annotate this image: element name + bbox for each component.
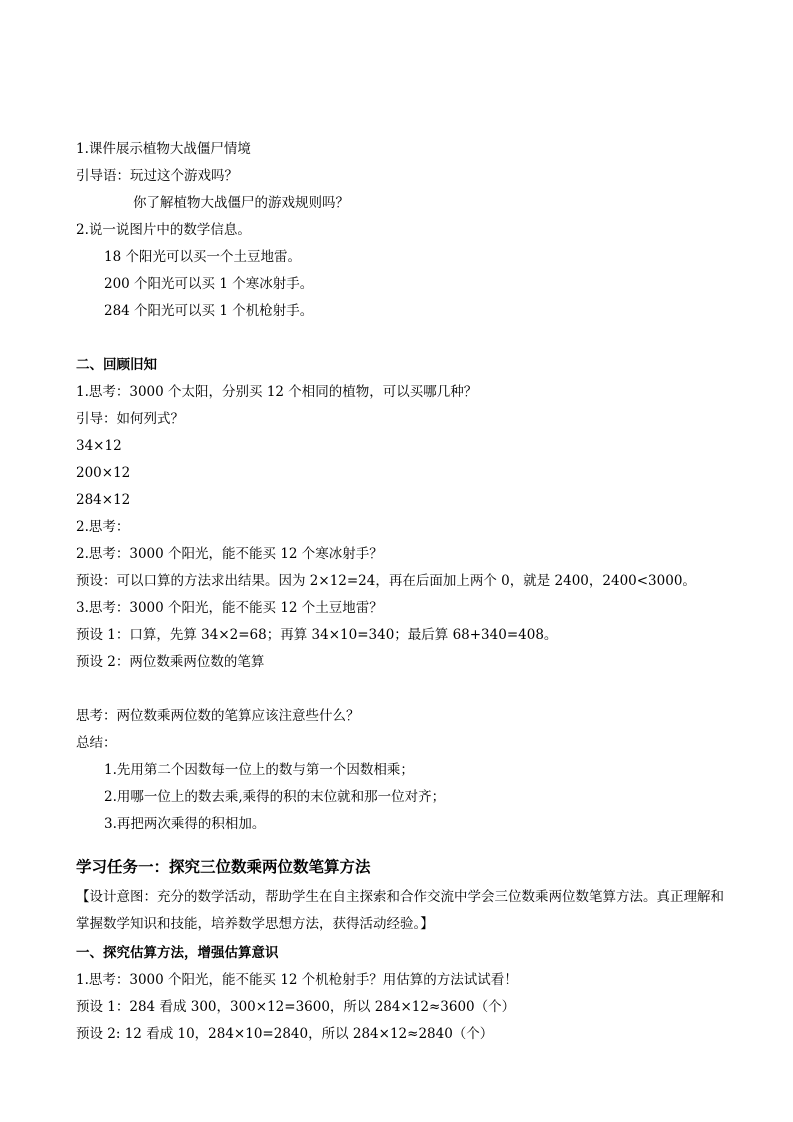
summary-item-2: 2.用哪一位上的数去乘,乘得的积的末位就和那一位对齐； [104, 789, 446, 805]
estimate-preset-1: 预设 1：284 看成 300，300×12=3600，所以 284×12≈3600（个） [76, 999, 516, 1015]
estimate-think: 1.思考：3000 个阳光，能不能买 12 个机枪射手？用估算的方法试试看！ [76, 972, 518, 988]
estimate-preset-2: 预设 2: 12 看成 10，284×10=2840，所以 284×12≈2840（个） [76, 1026, 494, 1042]
design-intent: 【设计意图：充分的数学活动，帮助学生在自主探索和合作交流中学会三位数乘两位数笔算方法。真正理解和掌握数学知识和技能，培养数学思想方法，获得活动经验。】 [76, 889, 724, 932]
section-heading-review: 二、回顾旧知 [76, 357, 157, 373]
review-guide: 引导：如何列式？ [76, 411, 184, 427]
intro-step-1: 1.课件展示植物大战僵尸情境 [76, 141, 251, 157]
review-think-3: 3.思考：3000 个阳光，能不能买 12 个土豆地雷？ [76, 600, 383, 616]
review-preset-1: 预设 1：口算，先算 34×2=68；再算 34×10=340；最后算 68+340=408。 [76, 627, 558, 643]
task-heading: 学习任务一：探究三位数乘两位数笔算方法 [76, 857, 371, 876]
review-preset: 预设：可以口算的方法求出结果。因为 2×12=24，再在后面加上两个 0，就是 2400，2400<3000。 [76, 573, 696, 589]
review-think-1: 1.思考：3000 个太阳，分别买 12 个相同的植物，可以买哪几种？ [76, 384, 478, 400]
expression-3: 284×12 [76, 492, 131, 508]
expression-1: 34×12 [76, 438, 122, 454]
math-info-3: 284 个阳光可以买 1 个机枪射手。 [104, 303, 314, 319]
summary-item-1: 1.先用第二个因数每一位上的数与第一个因数相乘； [104, 762, 414, 778]
think-notes: 思考：两位数乘两位数的笔算应该注意些什么？ [76, 708, 360, 724]
summary-item-3: 3.再把两次乘得的积相加。 [104, 816, 266, 832]
math-info-2: 200 个阳光可以买 1 个寒冰射手。 [104, 276, 314, 292]
guide-question: 引导语：玩过这个游戏吗？ [76, 168, 238, 184]
intro-step-2: 2.说一说图片中的数学信息。 [76, 222, 251, 238]
math-info-1: 18 个阳光可以买一个土豆地雷。 [104, 249, 301, 265]
summary-label: 总结： [76, 735, 117, 751]
review-think-2: 2.思考：3000 个阳光，能不能买 12 个寒冰射手？ [76, 546, 383, 562]
review-preset-2: 预设 2：两位数乘两位数的笔算 [76, 654, 265, 670]
expression-2: 200×12 [76, 465, 131, 481]
review-think-2-label: 2.思考： [76, 519, 130, 535]
guide-question-rules: 你了解植物大战僵尸的游戏规则吗？ [133, 195, 349, 211]
section-heading-estimate: 一、探究估算方法，增强估算意识 [76, 945, 279, 961]
